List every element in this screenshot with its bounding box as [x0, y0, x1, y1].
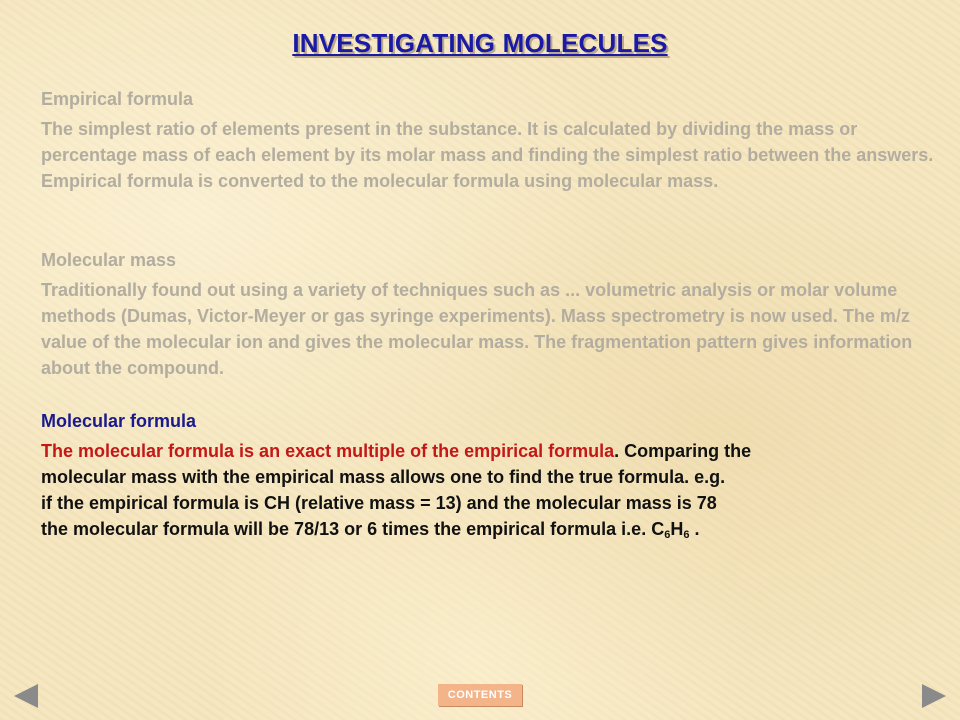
- subscript-h: 6: [683, 529, 690, 541]
- page-title: INVESTIGATING MOLECULES: [292, 28, 668, 58]
- formula-h: H: [670, 519, 684, 539]
- formula-suffix: .: [689, 519, 700, 539]
- contents-button[interactable]: CONTENTS: [438, 684, 522, 706]
- section-molecular-mass: [41, 250, 941, 381]
- text-line: [41, 438, 941, 464]
- section-text: The simplest ratio of elements present in the substance. It is calculated by dividing the mass or percentage mass of each element by its molar mass and finding the simplest ratio between the answers. Empirical formula is converted to the molecular formula using molecular mass.: [41, 119, 934, 191]
- formula-prefix: the molecular formula will be 78/13 or 6 times the empirical formula i.e. C: [41, 519, 665, 539]
- formula-line: [41, 516, 941, 542]
- section-heading: Empirical formula: [41, 89, 194, 109]
- subscript-c: 6: [664, 529, 671, 541]
- highlight-text: The molecular formula is an exact multiple of the empirical formula: [41, 441, 615, 461]
- highlight-end-text: . Comparing the: [614, 441, 752, 461]
- section-heading: Molecular mass: [41, 250, 177, 270]
- right-triangle-icon[interactable]: [922, 684, 946, 708]
- left-triangle-icon[interactable]: [14, 684, 38, 708]
- text-line: if the empirical formula is CH (relative mass = 13) and the molecular mass is 78: [41, 493, 717, 513]
- section-empirical-formula: [41, 89, 941, 194]
- section-heading: Molecular formula: [41, 411, 197, 431]
- text-line: molecular mass with the empirical mass allows one to find the true formula. e.g.: [41, 467, 726, 487]
- section-molecular-formula: [41, 411, 941, 542]
- section-text: Traditionally found out using a variety of techniques such as ... volumetric analysis or molar volume methods (Dumas, Victor-Meyer or gas syringe experiments). Mass spectrometry is now used. The m/z value of the molecular ion and gives the molecular mass. The fragmentation pattern gives information about the compound.: [41, 280, 913, 378]
